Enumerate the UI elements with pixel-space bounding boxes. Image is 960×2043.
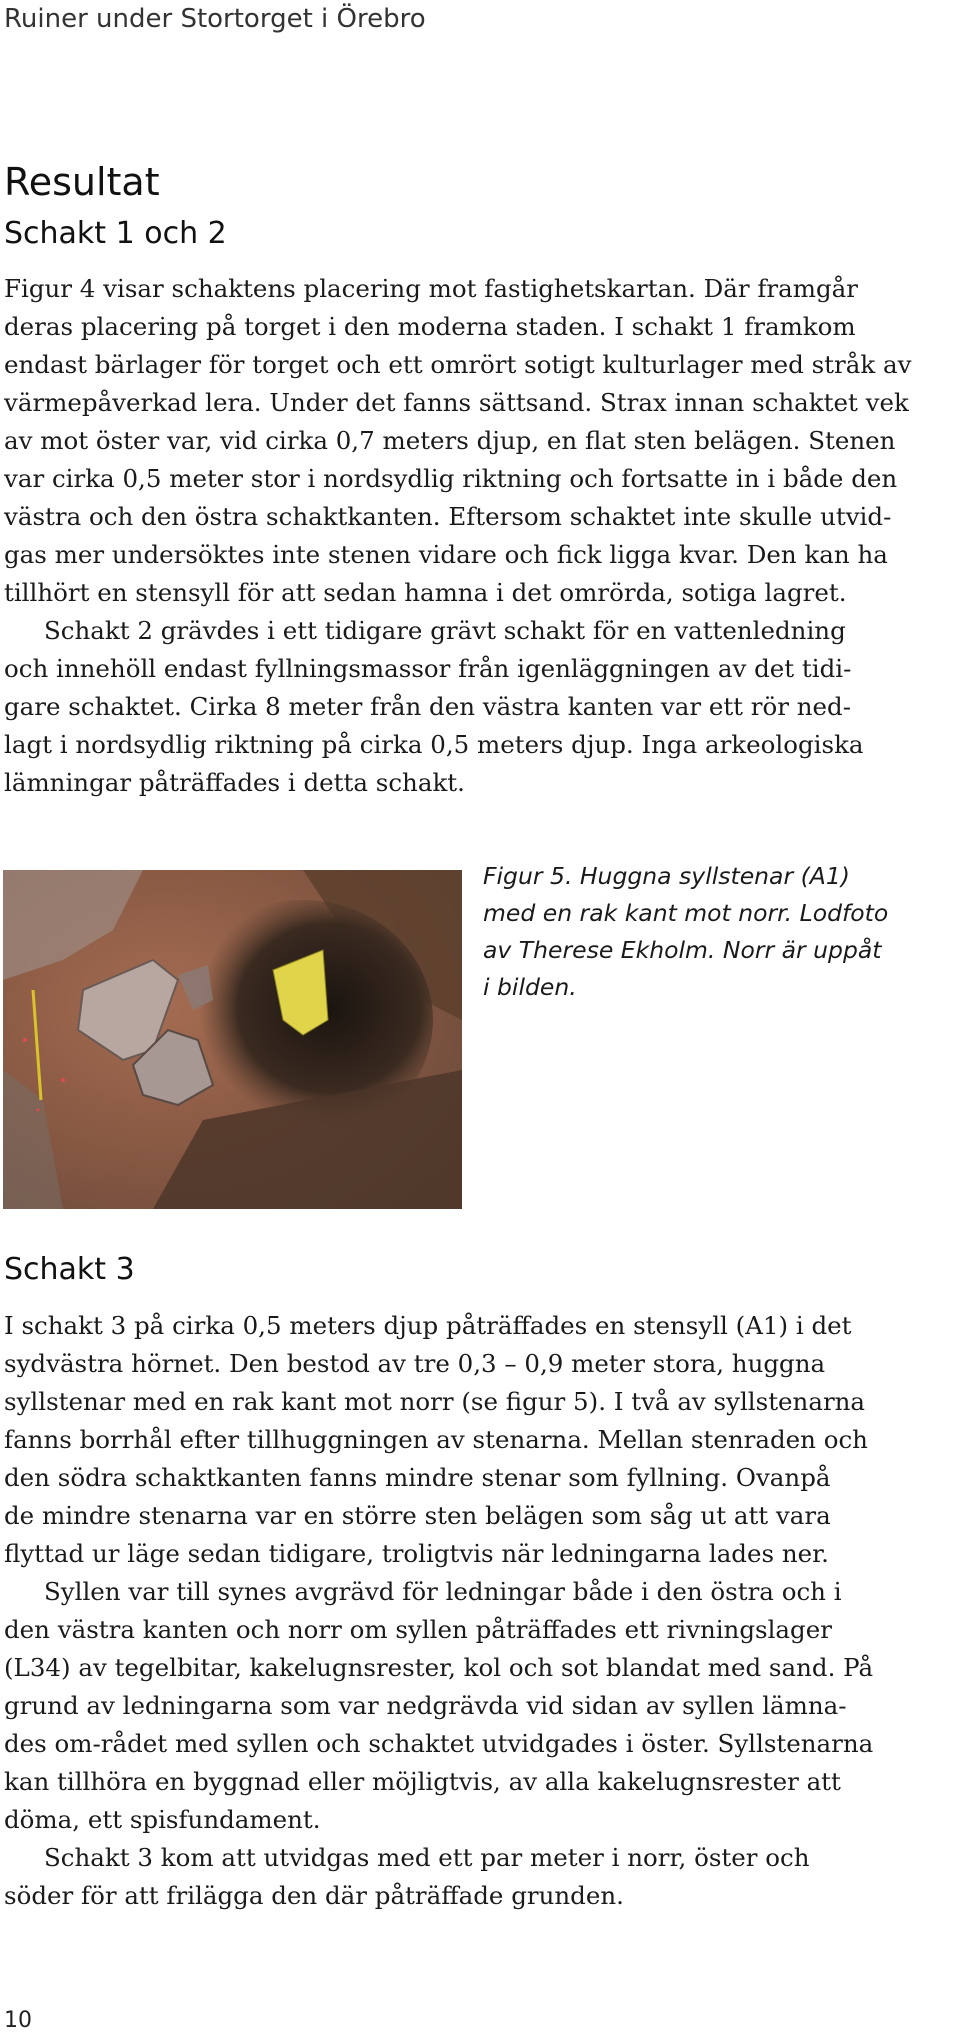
text-line: sydvästra hörnet. Den bestod av tre 0,3 – 0,9 meter stora, huggna bbox=[4, 1349, 826, 1378]
page-number: 10 bbox=[4, 2008, 32, 2033]
text-line: den södra schaktkanten fanns mindre stenar som fyllning. Ovanpå bbox=[4, 1463, 831, 1492]
paragraph-schakt-3-b bbox=[4, 1573, 954, 1839]
subheading-schakt-3: Schakt 3 bbox=[4, 1252, 135, 1287]
text-line: kan tillhöra en byggnad eller möjligtvis, av alla kakelugnsrester att bbox=[4, 1767, 841, 1796]
excavation-photo-illustration bbox=[3, 870, 462, 1209]
text-line: deras placering på torget i den moderna staden. I schakt 1 framkom bbox=[4, 312, 856, 341]
text-line: I schakt 3 på cirka 0,5 meters djup påträffades en stensyll (A1) i det bbox=[4, 1311, 852, 1340]
paragraph-schakt-3-a bbox=[4, 1307, 954, 1573]
text-line: Schakt 2 grävdes i ett tidigare grävt schakt för en vattenledning bbox=[44, 616, 846, 645]
subheading-schakt-1-och-2: Schakt 1 och 2 bbox=[4, 216, 227, 251]
text-line: söder för att frilägga den där påträffade grunden. bbox=[4, 1881, 624, 1910]
text-line: Figur 4 visar schaktens placering mot fastighetskartan. Där framgår bbox=[4, 274, 858, 303]
text-line: var cirka 0,5 meter stor i nordsydlig riktning och fortsatte in i både den bbox=[4, 464, 898, 493]
text-line: gas mer undersöktes inte stenen vidare och fick ligga kvar. Den kan ha bbox=[4, 540, 888, 569]
text-line: endast bärlager för torget och ett omrört sotigt kulturlager med stråk av bbox=[4, 350, 912, 379]
figure-5-caption bbox=[483, 858, 888, 1006]
figure-5-photo bbox=[3, 870, 462, 1209]
text-line: den västra kanten och norr om syllen påträffades ett rivningslager bbox=[4, 1615, 832, 1644]
section-heading-resultat: Resultat bbox=[4, 160, 160, 204]
text-line: Syllen var till synes avgrävd för ledningar både i den östra och i bbox=[44, 1577, 842, 1606]
text-line: värmepåverkad lera. Under det fanns sättsand. Strax innan schaktet vek bbox=[4, 388, 909, 417]
text-line: fanns borrhål efter tillhuggningen av stenarna. Mellan stenraden och bbox=[4, 1425, 868, 1454]
text-line: syllstenar med en rak kant mot norr (se figur 5). I två av syllstenarna bbox=[4, 1387, 866, 1416]
text-line: gare schaktet. Cirka 8 meter från den västra kanten var ett rör ned- bbox=[4, 692, 852, 721]
caption-line: av Therese Ekholm. Norr är uppåt bbox=[483, 936, 882, 964]
caption-line: i bilden. bbox=[483, 973, 577, 1001]
caption-line: Figur 5. Huggna syllstenar (A1) bbox=[483, 862, 850, 890]
text-line: (L34) av tegelbitar, kakelugnsrester, kol och sot blandat med sand. På bbox=[4, 1653, 874, 1682]
text-line: Schakt 3 kom att utvidgas med ett par meter i norr, öster och bbox=[44, 1843, 810, 1872]
text-line: lagt i nordsydlig riktning på cirka 0,5 meters djup. Inga arkeologiska bbox=[4, 730, 864, 759]
paragraph-schakt-2 bbox=[4, 612, 954, 802]
text-line: lämningar påträffades i detta schakt. bbox=[4, 768, 465, 797]
text-line: västra och den östra schaktkanten. Eftersom schaktet inte skulle utvid- bbox=[4, 502, 892, 531]
text-line: des om-rådet med syllen och schaktet utvidgades i öster. Syllstenarna bbox=[4, 1729, 874, 1758]
text-line: grund av ledningarna som var nedgrävda vid sidan av syllen lämna- bbox=[4, 1691, 847, 1720]
text-line: tillhört en stensyll för att sedan hamna i det omrörda, sotiga lagret. bbox=[4, 578, 847, 607]
paragraph-schakt-1 bbox=[4, 270, 954, 612]
running-header: Ruiner under Stortorget i Örebro bbox=[4, 4, 426, 34]
paragraph-schakt-3-c bbox=[4, 1839, 954, 1915]
text-line: och innehöll endast fyllningsmassor från igenläggningen av det tidi- bbox=[4, 654, 852, 683]
text-line: de mindre stenarna var en större sten belägen som såg ut att vara bbox=[4, 1501, 831, 1530]
text-line: flyttad ur läge sedan tidigare, troligtvis när ledningarna lades ner. bbox=[4, 1539, 829, 1568]
text-line: av mot öster var, vid cirka 0,7 meters djup, en flat sten belägen. Stenen bbox=[4, 426, 896, 455]
text-line: döma, ett spisfundament. bbox=[4, 1805, 321, 1834]
caption-line: med en rak kant mot norr. Lodfoto bbox=[483, 899, 889, 927]
